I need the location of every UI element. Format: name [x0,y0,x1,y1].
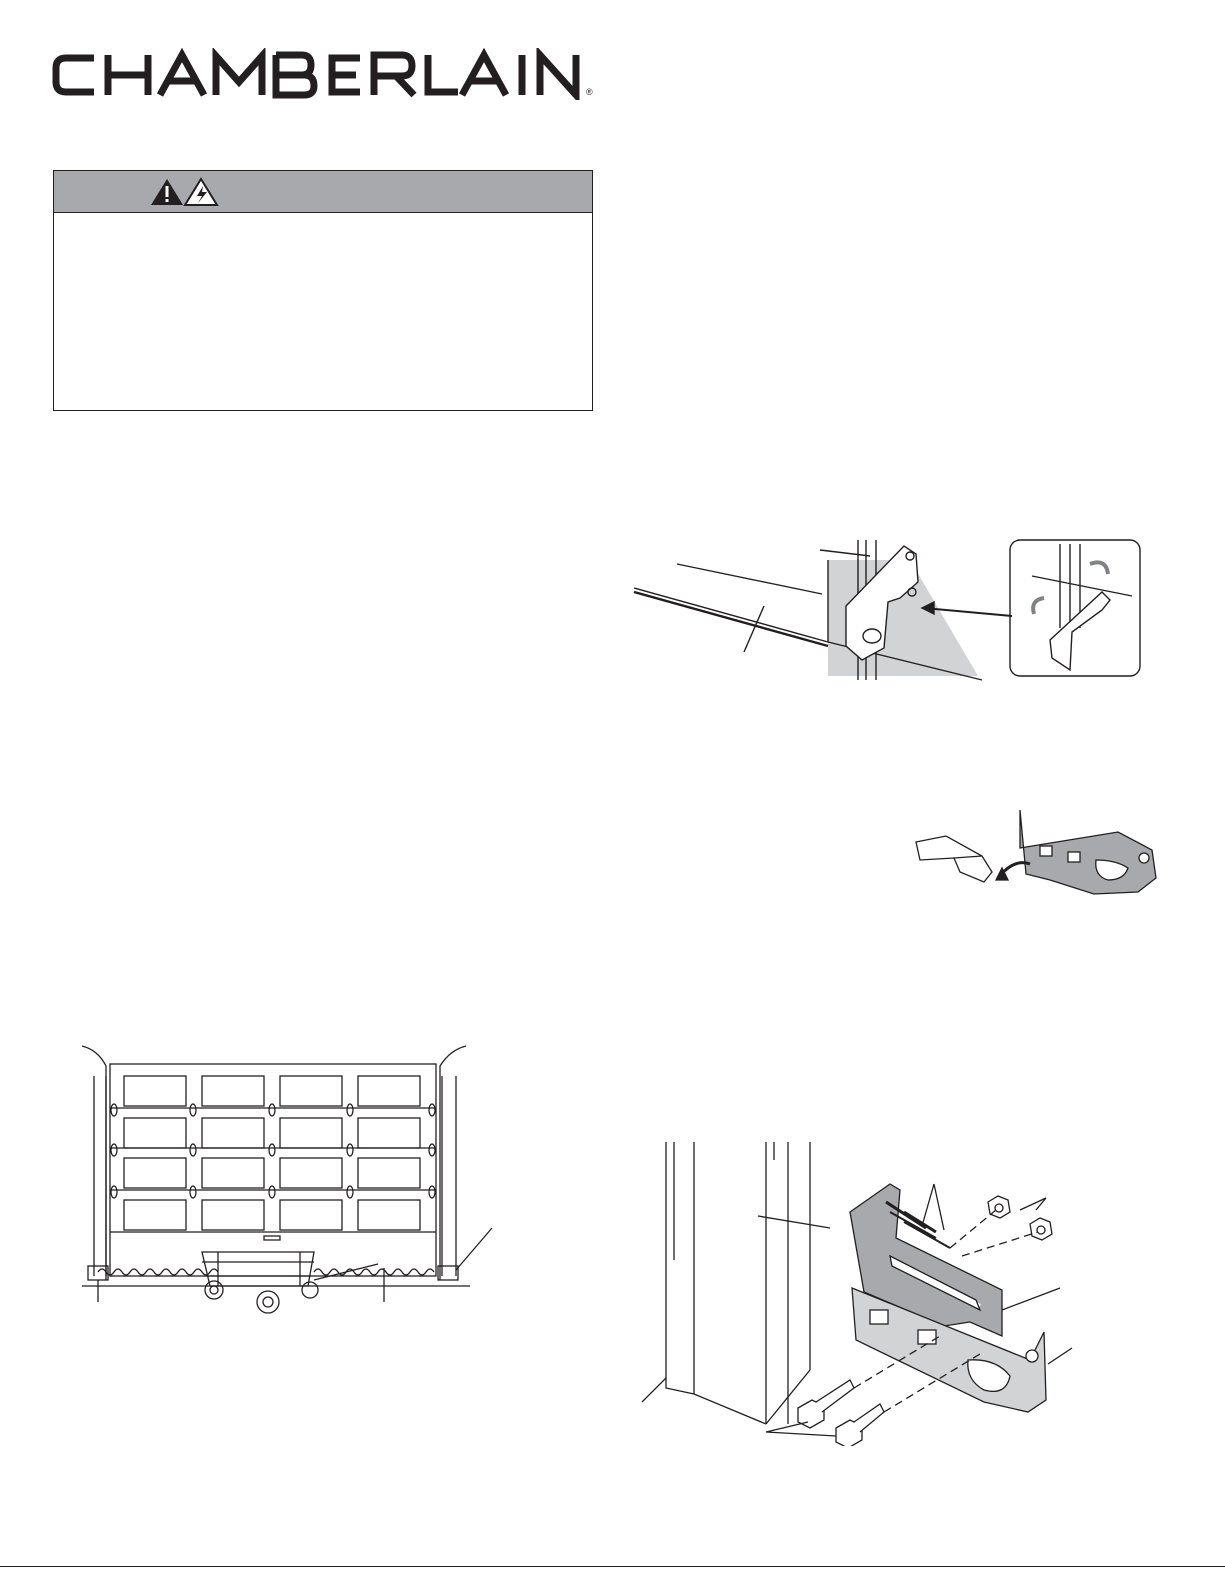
garage-door-illustration [78,1040,498,1330]
bracket-parts-figure [910,800,1172,898]
bracket-mount-illustration [640,1140,1080,1446]
chamberlain-logo-mark [52,48,612,100]
warning-icons [149,177,219,207]
bracket-attach-illustration [632,536,1147,686]
warning-triangle-icon [151,179,183,205]
bracket-attach-figure [632,536,1147,686]
bracket-mount-figure [640,1140,1080,1446]
warning-header [54,171,592,213]
chamberlain-logo [52,48,612,100]
svg-text:®: ® [586,87,593,97]
bracket-parts-illustration [910,800,1172,898]
warning-box [53,170,593,411]
footer-rule [0,1566,1225,1567]
electrical-hazard-icon [185,179,217,205]
garage-door-figure [78,1040,498,1330]
